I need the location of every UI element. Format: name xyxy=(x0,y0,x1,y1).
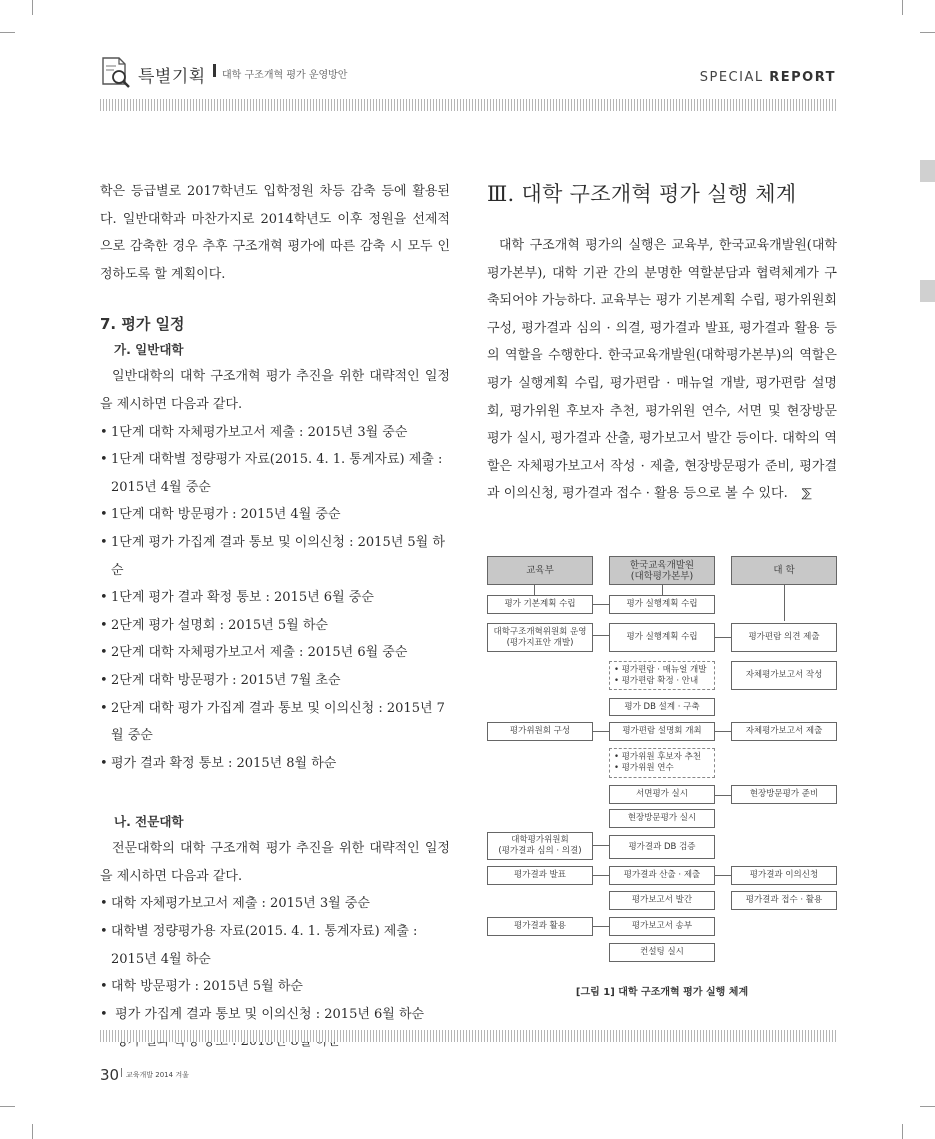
crop-mark xyxy=(0,32,15,33)
left-column xyxy=(100,178,450,1056)
schedule-item-text: 1단계 대학 자체평가보고서 제출 : 2015년 3월 중순 xyxy=(111,424,408,440)
connector-line xyxy=(784,585,785,621)
connector-line xyxy=(593,604,609,605)
right-column xyxy=(487,178,837,508)
subsection-title-college: 나. 전문대학 xyxy=(114,814,184,830)
bullet-mark: • xyxy=(100,700,108,716)
flow-header-ministry: 교육부 xyxy=(487,556,593,585)
schedule-item xyxy=(100,1001,450,1029)
schedule-item xyxy=(100,419,450,447)
flow-box: 평가결과 이의신청 xyxy=(731,866,837,885)
bullet-mark: • xyxy=(100,755,108,771)
schedule-item-text: 대학별 정량평가용 자료(2015. 4. 1. 통계자료) 제출 : xyxy=(111,924,418,940)
schedule-item xyxy=(100,750,450,778)
document-search-icon xyxy=(101,56,131,88)
subsection-desc-college: 전문대학의 대학 구조개혁 평가 추진을 위한 대략적인 일정을 제시하면 다음과 같다. xyxy=(100,841,450,884)
bullet-mark: • xyxy=(100,1006,108,1022)
flow-box: 평가 DB 설계 · 구축 xyxy=(609,698,715,716)
connector-line xyxy=(593,875,609,876)
schedule-item-text: 평가 결과 확정 통보 : 2015년 8월 하순 xyxy=(111,755,337,771)
flow-box: 대학구조개혁위원회 운영 (평가지표안 개발) xyxy=(487,623,593,652)
flow-box: 평가편람 설명회 개최 xyxy=(609,722,715,741)
crop-mark xyxy=(32,1124,33,1139)
bullet-mark: • xyxy=(100,590,108,606)
flow-box: 평가결과 발표 xyxy=(487,866,593,885)
flow-box: • 평가편람 · 매뉴얼 개발 • 평가편람 확정 · 안내 xyxy=(609,661,715,690)
header-subtitle: 대학 구조개혁 평가 운영방안 xyxy=(222,70,348,81)
schedule-item xyxy=(100,918,450,946)
crop-mark xyxy=(920,32,935,33)
bullet-mark: • xyxy=(100,534,108,550)
crop-mark xyxy=(920,1106,935,1107)
schedule-item-text: 1단계 대학 방문평가 : 2015년 4월 중순 xyxy=(111,507,341,523)
chapter-heading: Ⅲ. 대학 구조개혁 평가 실행 체계 xyxy=(487,182,797,206)
schedule-item-text: 대학 방문평가 : 2015년 5월 하순 xyxy=(111,979,303,995)
bullet-mark: • xyxy=(100,452,108,468)
footer-stripe xyxy=(100,1030,836,1042)
chapter-body-text: 대학 구조개혁 평가의 실행은 교육부, 한국교육개발원(대학평가본부), 대학 기관 간의 분명한 역할분담과 협력체계가 구축되어야 가능하다. 교육부는 평가 기본계획 수립, 평가위원회 구성, 평가결과 심의 · 의결, 평가결과 발표, 평가결과 활용 등의 역할을 수행한다. 한국교육개발원(대학평가본부)의 역할은 평가 실행계획 수립, 평가편람 · 매뉴얼 개발, 평가편람 설명회, 평가위원 후보자 추천, 평가위원 연수, 서면 및 현장방문 평가 실시, 평가결과 산출, 평가보고서 발간 등이다. 대학의 역할은 자체평가보고서 작성 · 제출, 현장방문평가 준비, 평가결과 이의신청, 평가결과 접수 · 활용 등으로 볼 수 있다. xyxy=(487,238,837,502)
bullet-mark: • xyxy=(100,617,108,633)
schedule-item-text: 1단계 대학별 정량평가 자료(2015. 4. 1. 통계자료) 제출 : xyxy=(111,452,443,468)
flow-box: 평가 실행계획 수립 xyxy=(609,623,715,652)
schedule-item xyxy=(100,639,450,667)
bullet-mark: • xyxy=(100,924,108,940)
crop-mark xyxy=(0,1106,15,1107)
connector-line xyxy=(715,875,731,876)
bullet-mark: • xyxy=(100,424,108,440)
crop-mark xyxy=(902,0,903,15)
flow-box: 평가결과 DB 검증 xyxy=(609,835,715,859)
schedule-item-text: 2단계 대학 평가 가집계 결과 통보 및 이의신청 : 2015년 7월 중순 xyxy=(111,700,445,744)
page-number: 30 xyxy=(100,1066,120,1084)
schedule-item-text: 2단계 대학 방문평가 : 2015년 7월 초순 xyxy=(111,672,341,688)
schedule-item xyxy=(100,446,450,474)
flow-box: 대학평가위원회 (평가결과 심의 · 의결) xyxy=(487,832,593,860)
bullet-mark: • xyxy=(100,507,108,523)
flow-box: 평가편람 의견 제출 xyxy=(731,623,837,652)
header-divider xyxy=(213,64,216,77)
figure-caption: [그림 1] 대학 구조개혁 평가 실행 체계 xyxy=(575,987,749,998)
schedule-item-text: 대학 자체평가보고서 제출 : 2015년 3월 중순 xyxy=(111,896,370,912)
connector-line xyxy=(715,795,731,796)
flow-header-university: 대 학 xyxy=(731,556,837,585)
flow-box: 자체평가보고서 제출 xyxy=(731,722,837,741)
crop-mark xyxy=(902,1124,903,1139)
flow-box: 평가보고서 송부 xyxy=(609,917,715,936)
schedule-item-text: 1단계 평가 결과 확정 통보 : 2015년 6월 중순 xyxy=(111,590,374,606)
schedule-item-text: 1단계 평가 가집계 결과 통보 및 이의신청 : 2015년 5월 하순 xyxy=(111,534,445,578)
flow-box: 자체평가보고서 작성 xyxy=(731,661,837,690)
schedule-item-text: 2단계 대학 자체평가보고서 제출 : 2015년 6월 중순 xyxy=(111,645,408,661)
flow-box: • 평가위원 후보자 추천 • 평가위원 연수 xyxy=(609,748,715,778)
bullet-mark: • xyxy=(100,645,108,661)
header-section-label xyxy=(700,70,836,85)
schedule-item xyxy=(100,946,450,974)
header-label-report: REPORT xyxy=(769,70,836,85)
schedule-item xyxy=(100,695,450,750)
schedule-list-general xyxy=(100,419,450,778)
connector-line xyxy=(593,845,609,846)
schedule-item xyxy=(100,501,450,529)
bullet-mark: • xyxy=(100,896,108,912)
connector-line xyxy=(593,731,609,732)
schedule-item-text: 평가 가집계 결과 통보 및 이의신청 : 2015년 6월 하순 xyxy=(111,1006,425,1022)
subsection-desc-general: 일반대학의 대학 구조개혁 평가 추진을 위한 대략적인 일정을 제시하면 다음과 같다. xyxy=(100,369,450,412)
side-tab xyxy=(920,280,935,302)
flow-box: 평가보고서 발간 xyxy=(609,891,715,910)
schedule-item-text: 2단계 평가 설명회 : 2015년 5월 하순 xyxy=(111,617,328,633)
schedule-item xyxy=(100,667,450,695)
flowchart xyxy=(487,553,837,963)
flow-box: 평가 기본계획 수립 xyxy=(487,595,593,614)
flow-header-kedi: 한국교육개발원 (대학평가본부) xyxy=(609,556,715,585)
connector-line xyxy=(593,635,609,636)
schedule-item xyxy=(100,584,450,612)
header-title: 특별기획 xyxy=(138,67,206,87)
end-mark-icon: ⅀ xyxy=(801,486,812,501)
header-stripe xyxy=(100,99,836,111)
flow-box: 컨설팅 실시 xyxy=(609,943,715,962)
intro-paragraph: 학은 등급별로 2017학년도 입학정원 차등 감축 등에 활용된다. 일반대학과 마찬가지로 2014학년도 이후 정원을 선제적으로 감축한 경우 추후 구조개혁 평가에 따른 감축 시 모두 인정하도록 할 계획이다. xyxy=(100,184,450,282)
schedule-item-text: 2015년 4월 하순 xyxy=(111,951,211,967)
connector-line xyxy=(715,731,731,732)
chapter-body xyxy=(487,232,837,508)
flow-box: 서면평가 실시 xyxy=(609,785,715,804)
header-label-special: SPECIAL xyxy=(699,70,764,85)
section-title: 7. 평가 일정 xyxy=(100,315,185,334)
schedule-item xyxy=(100,474,450,502)
schedule-item xyxy=(100,890,450,918)
bullet-mark: • xyxy=(100,672,108,688)
subsection-title-general: 가. 일반대학 xyxy=(114,342,184,358)
connector-line xyxy=(715,637,731,638)
connector-line xyxy=(593,926,609,927)
schedule-item xyxy=(100,612,450,640)
schedule-item xyxy=(100,529,450,584)
flow-box: 현장방문평가 준비 xyxy=(731,785,837,804)
flow-box: 현장방문평가 실시 xyxy=(609,809,715,828)
bullet-mark: • xyxy=(100,979,108,995)
flow-box: 평가위원회 구성 xyxy=(487,722,593,741)
side-tab xyxy=(920,160,935,182)
flow-box: 평가결과 활용 xyxy=(487,917,593,936)
publication-name: 교육개발 2014 겨울 xyxy=(126,1071,189,1079)
flow-box: 평가 실행계획 수립 xyxy=(609,595,715,614)
flow-box: 평가결과 접수 · 활용 xyxy=(731,891,837,910)
flow-box: 평가결과 산출 · 제출 xyxy=(609,866,715,885)
footer-divider xyxy=(121,1068,122,1077)
crop-mark xyxy=(32,0,33,15)
schedule-item xyxy=(100,973,450,1001)
schedule-item-text: 2015년 4월 중순 xyxy=(111,479,211,495)
